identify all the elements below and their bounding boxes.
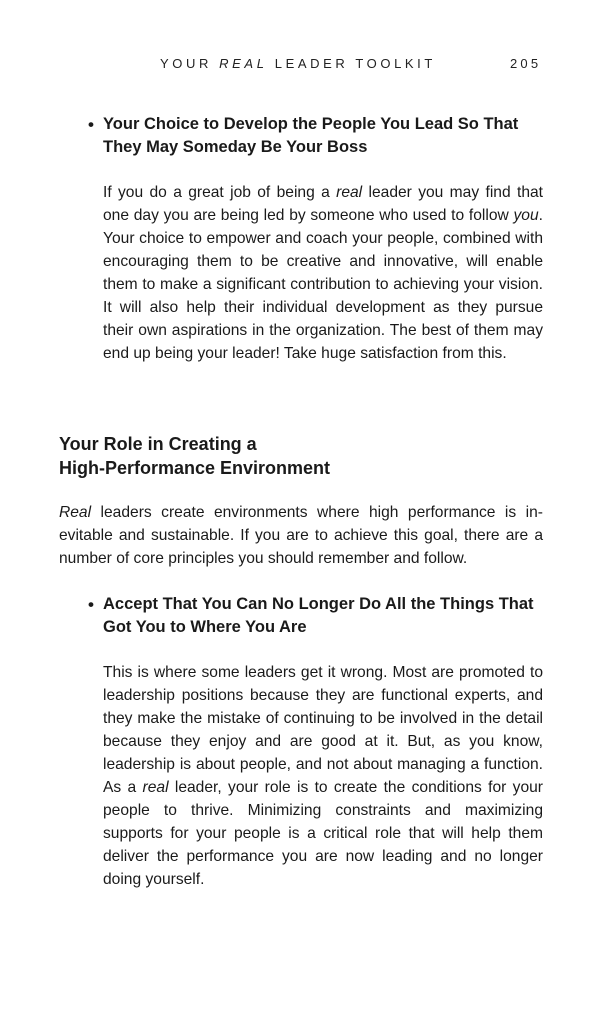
text-run: If you do a great job of being a	[103, 184, 337, 201]
bullet-heading: Your Choice to Develop the People You Lead So That They May Someday Be Your Boss	[103, 115, 519, 156]
bullet-heading: Accept That You Can No Longer Do All the Things That Got You to Where You Are	[103, 595, 534, 636]
emphasis-text: you	[513, 207, 539, 224]
text-run: leaders create environments where high performance is inevitable and sustainable. If you are to achieve this goal, there are a number of core principles you should remember and follow.	[59, 504, 543, 567]
emphasis-text: real	[336, 184, 363, 201]
text-run: . Your choice to empower and coach your people, combined with encouraging them to be creative and innovative, will enable them to make a significant contribution to achieving your vision. It will also help their individual development as they pursue their own aspirations in the organization. The best of them may end up being your leader! Take huge satisfaction from this.	[103, 207, 543, 362]
book-title	[160, 56, 436, 71]
bullet-icon: •	[88, 595, 94, 614]
book-title-part: LEADER TOOLKIT	[267, 56, 436, 71]
section-heading	[59, 432, 549, 480]
running-head	[0, 56, 600, 76]
text-run: This is where some leaders get it wrong. Most are promoted to leadership positions because they are functional experts, and they make the mistake of continuing to be involved in the detail because they enjoy and are good at it. But, as you know, leadership is about people, and not about managing a function. As a	[103, 664, 543, 796]
book-title-italic: REAL	[219, 56, 268, 71]
bullet-body	[103, 181, 543, 365]
emphasis-text: real	[142, 779, 169, 796]
text-run: leader you may find that one day you are being led by someone who used to follow	[103, 184, 543, 224]
bullet-icon: •	[88, 115, 94, 134]
book-title-part: YOUR	[160, 56, 220, 71]
emphasis-text: Real	[59, 504, 92, 521]
page-number: 205	[510, 56, 542, 71]
section-heading-line: Your Role in Creating a	[59, 434, 257, 454]
section-heading-line: High-Performance Environment	[59, 458, 331, 478]
bullet-body	[103, 661, 543, 891]
section-intro-paragraph	[59, 501, 543, 570]
text-run: leader, your role is to create the conditions for your people to thrive. Minimizing constraints and maximizing supports for your people is a critical role that will help them deliver the performance you are now leading and no longer doing yourself.	[103, 779, 543, 888]
